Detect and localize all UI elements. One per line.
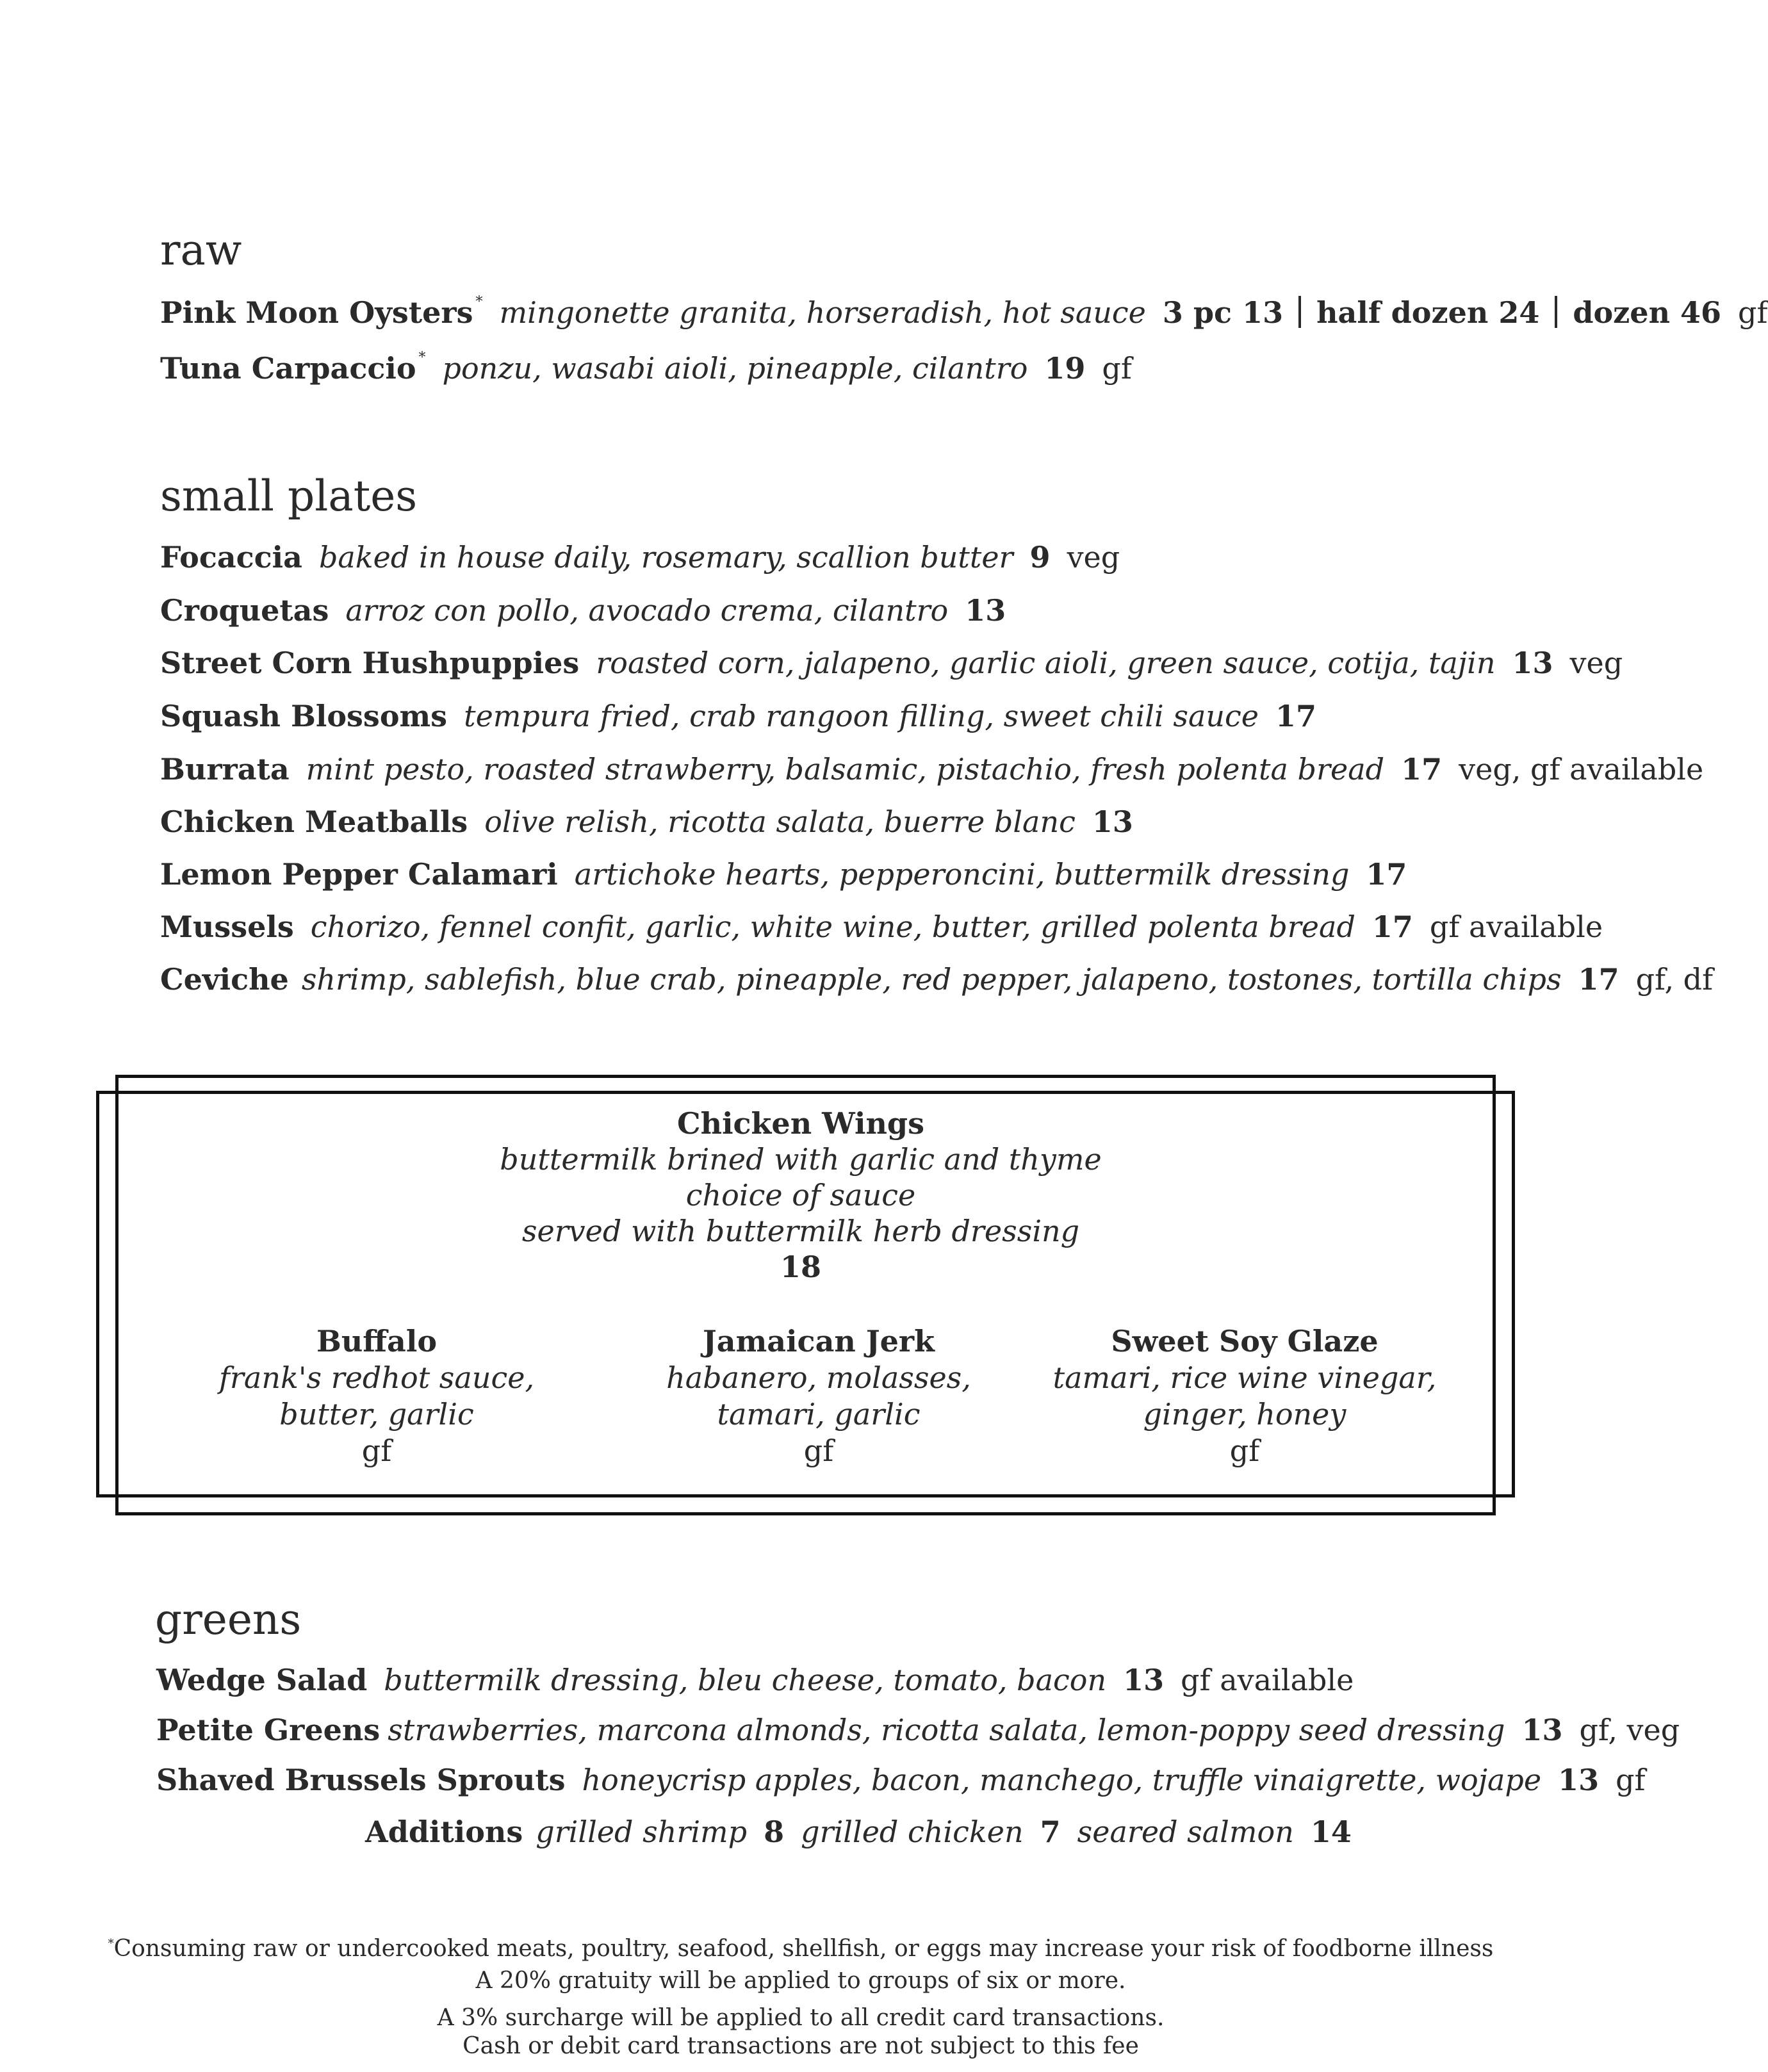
sauce-name: Jamaican Jerk [703, 1324, 935, 1358]
sauce-desc: frank's redhot sauce, [218, 1360, 535, 1395]
item-desc: arroz con pollo, avocado crema, cilantro [345, 593, 949, 628]
item-name: Petite Greens [156, 1713, 381, 1747]
item-price: 17 [1401, 752, 1443, 787]
sauce-name: Buffalo [316, 1324, 438, 1358]
item-price: 13 [1512, 646, 1553, 680]
sauce-tag: gf [1229, 1433, 1260, 1468]
wings-desc-2: choice of sauce [685, 1178, 916, 1212]
item-price: 13 [1558, 1763, 1600, 1797]
item-price: 17 [1578, 962, 1619, 997]
item-tag: gf [1738, 295, 1768, 330]
item-name: Ceviche [160, 962, 289, 997]
section-title-small-plates: small plates [160, 471, 418, 521]
item-tag: gf, df [1635, 962, 1714, 997]
item-price: 19 [1044, 351, 1086, 386]
item-price: half dozen 24 [1316, 295, 1540, 330]
sauce-option [1020, 1323, 1469, 1469]
wings-desc-3: served with buttermilk herb dressing [521, 1214, 1080, 1248]
item-desc: chorizo, fennel confit, garlic, white wine, butter, grilled polenta bread [310, 910, 1355, 944]
item-price: 9 [1029, 540, 1051, 575]
item-name: Squash Blossoms [160, 699, 448, 733]
item-desc: strawberries, marcona almonds, ricotta salata, lemon-poppy seed dressing [388, 1713, 1505, 1747]
sauce-desc: tamari, garlic [717, 1397, 921, 1432]
addition-name: grilled chicken [801, 1815, 1024, 1849]
menu-item [160, 350, 1132, 386]
section-title-greens: greens [155, 1595, 302, 1644]
item-name: Croquetas [160, 593, 329, 628]
sauce-desc: habanero, molasses, [666, 1360, 971, 1395]
item-name: Pink Moon Oysters [160, 295, 473, 330]
item-price: 17 [1366, 857, 1407, 892]
item-desc: buttermilk dressing, bleu cheese, tomato, bacon [384, 1663, 1107, 1697]
sauce-option [594, 1323, 1043, 1469]
item-name: Wedge Salad [156, 1663, 368, 1697]
menu-item [160, 646, 1623, 681]
menu-item [160, 540, 1120, 575]
item-desc: shrimp, sablefish, blue crab, pineapple, red pepper, jalapeno, tostones, tortilla chips [301, 962, 1562, 997]
additions-label: Additions [365, 1815, 523, 1849]
item-tag: veg [1067, 540, 1120, 575]
wings-price: 18 [780, 1250, 821, 1284]
item-desc: honeycrisp apples, bacon, manchego, truffle vinaigrette, wojape [582, 1763, 1542, 1797]
divider [1298, 296, 1301, 328]
item-name: Tuna Carpaccio [160, 351, 416, 386]
item-name: Burrata [160, 752, 290, 787]
sauce-tag: gf [361, 1433, 392, 1468]
item-name: Focaccia [160, 540, 302, 575]
addition-name: grilled shrimp [536, 1815, 748, 1849]
item-name: Chicken Meatballs [160, 804, 468, 839]
addition-name: seared salmon [1077, 1815, 1294, 1849]
menu-item [160, 752, 1703, 787]
item-desc: mint pesto, roasted strawberry, balsamic, pistachio, fresh polenta bread [306, 752, 1385, 787]
asterisk: * [108, 1937, 114, 1950]
menu-item [156, 1663, 1354, 1698]
item-name: Lemon Pepper Calamari [160, 857, 558, 892]
sauce-name: Sweet Soy Glaze [1111, 1324, 1379, 1358]
asterisk: * [475, 294, 483, 310]
addition-price: 8 [764, 1815, 785, 1849]
item-tag: gf [1102, 351, 1132, 386]
item-tag: gf available [1181, 1663, 1354, 1697]
footer-cash-note: Cash or debit card transactions are not subject to this fee [462, 2033, 1139, 2059]
menu-item [160, 804, 1133, 840]
item-price: 3 pc 13 [1162, 295, 1284, 330]
item-desc: baked in house daily, rosemary, scallion butter [318, 540, 1013, 575]
sauce-tag: gf [803, 1433, 834, 1468]
item-tag: gf [1616, 1763, 1646, 1797]
item-desc: roasted corn, jalapeno, garlic aioli, green sauce, cotija, tajin [596, 646, 1496, 680]
item-price: 13 [1521, 1713, 1563, 1747]
addition-price: 14 [1310, 1815, 1352, 1849]
menu-item [160, 294, 1768, 330]
item-price: 17 [1275, 699, 1316, 733]
item-price: dozen 46 [1573, 295, 1722, 330]
item-name: Shaved Brussels Sprouts [156, 1763, 566, 1797]
divider [1555, 296, 1557, 328]
menu-item [156, 1713, 1680, 1748]
wings-desc-1: buttermilk brined with garlic and thyme [500, 1142, 1102, 1177]
additions-line [365, 1815, 1352, 1850]
menu-item [160, 857, 1407, 892]
item-name: Street Corn Hushpuppies [160, 646, 580, 680]
item-tag: gf available [1429, 910, 1603, 944]
footer-gratuity: A 20% gratuity will be applied to groups of six or more. [475, 1968, 1126, 1994]
item-desc: mingonette granita, horseradish, hot sauce [499, 295, 1146, 330]
menu-item [160, 593, 1006, 628]
footer-surcharge: A 3% surcharge will be applied to all credit card transactions. [437, 2005, 1165, 2031]
footer-disclaimer [0, 1929, 1601, 1964]
menu-item [156, 1763, 1646, 1798]
item-tag: veg, gf available [1459, 752, 1704, 787]
item-desc: olive relish, ricotta salata, buerre blanc [484, 804, 1076, 839]
item-price: 13 [1123, 1663, 1165, 1697]
sauce-desc: ginger, honey [1143, 1397, 1346, 1432]
menu-item [160, 962, 1713, 997]
item-tag: gf, veg [1579, 1713, 1680, 1747]
wings-title: Chicken Wings [677, 1106, 924, 1141]
menu-item [160, 699, 1316, 734]
item-desc: ponzu, wasabi aioli, pineapple, cilantro [442, 351, 1028, 386]
sauce-desc: tamari, rice wine vinegar, [1052, 1360, 1437, 1395]
item-desc: artichoke hearts, pepperoncini, buttermilk dressing [574, 857, 1350, 892]
item-price: 13 [965, 593, 1006, 628]
asterisk: * [418, 350, 426, 366]
item-desc: tempura fried, crab rangoon filling, sweet chili sauce [464, 699, 1259, 733]
sauce-desc: butter, garlic [279, 1397, 474, 1432]
footer-line: Consuming raw or undercooked meats, poultry, seafood, shellfish, or eggs may increase your risk of foodborne illness [113, 1936, 1494, 1962]
item-price: 17 [1371, 910, 1413, 944]
menu-item [160, 910, 1603, 945]
sauce-option [152, 1323, 601, 1469]
section-title-raw: raw [160, 225, 242, 275]
item-name: Mussels [160, 910, 294, 944]
item-price: 13 [1092, 804, 1133, 839]
addition-price: 7 [1040, 1815, 1061, 1849]
item-tag: veg [1569, 646, 1623, 680]
